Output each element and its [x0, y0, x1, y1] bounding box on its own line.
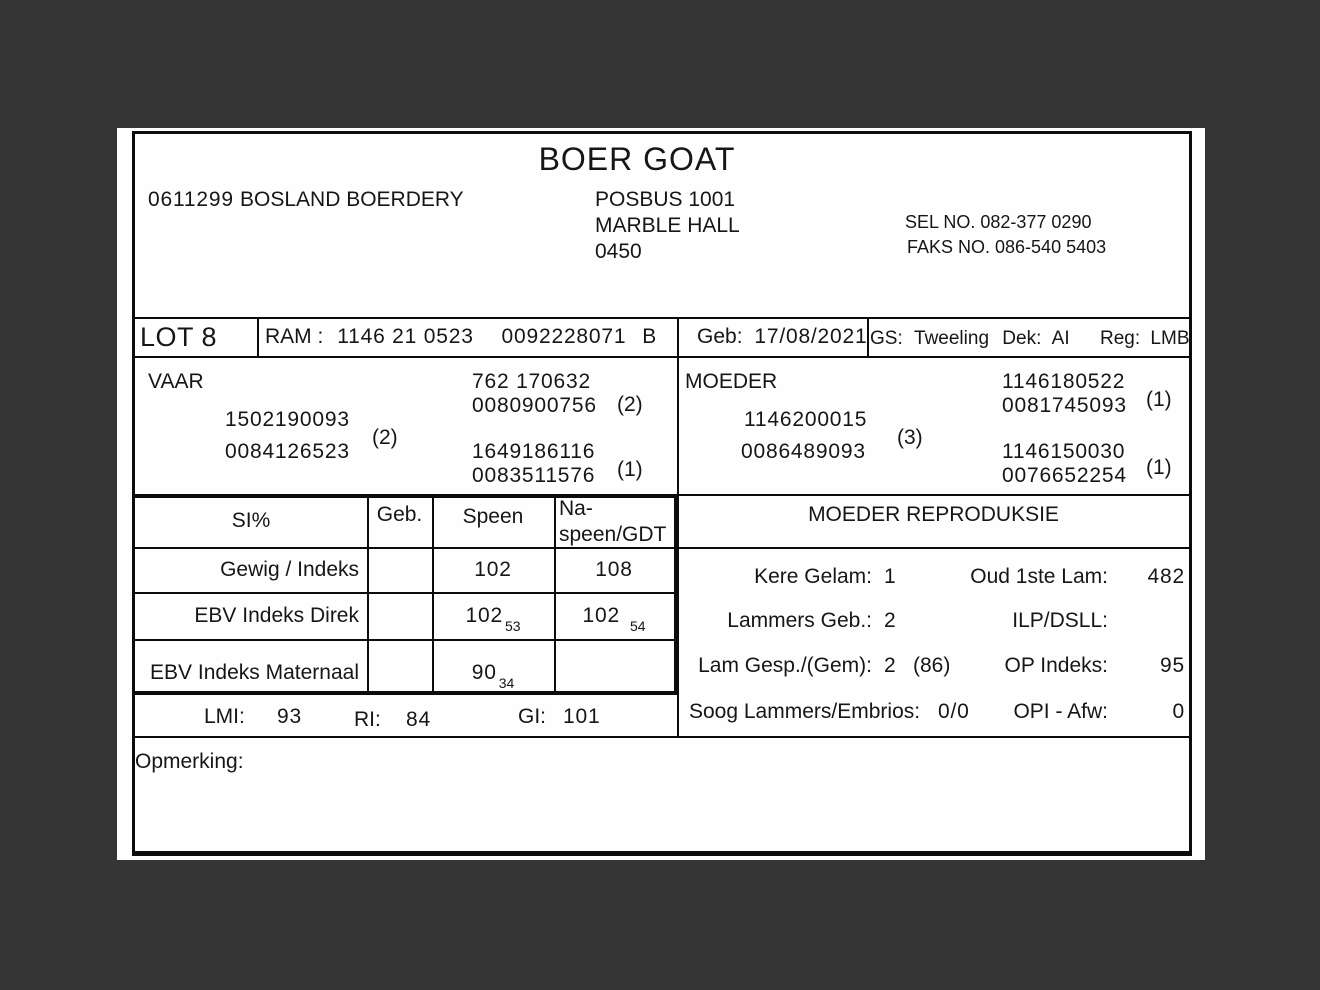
repro-box-top-line — [678, 494, 1189, 496]
sire-dam-number-1: 1649186116 — [472, 440, 596, 463]
registration-status-field — [1100, 327, 1190, 351]
lam-gesp-value: 2 — [884, 654, 897, 677]
speen-index: 102 — [465, 604, 503, 627]
dam-number-2: 0086489093 — [741, 440, 866, 463]
dam-sire-generation: (1) — [1146, 388, 1172, 411]
reproduksie-row — [678, 565, 1189, 593]
si-row1-underline — [135, 592, 674, 594]
speen-index: 90 — [471, 661, 497, 684]
reproduksie-row — [678, 654, 1189, 682]
si-row2-underline — [135, 639, 674, 641]
address-line-1: POSBUS 1001 — [595, 188, 736, 211]
member-number: 0611299 — [148, 188, 234, 211]
frame-border-top — [132, 131, 1192, 134]
repro-title-underline — [678, 547, 1189, 549]
geb-label: Geb: — [697, 325, 743, 348]
frame-border-bottom — [132, 851, 1192, 856]
naspeen-header-line-1: Na- — [559, 497, 593, 520]
si-col3-divider — [554, 494, 556, 691]
kere-gelam-label: Kere Gelam: — [754, 565, 872, 588]
frame-border-right — [1189, 131, 1192, 856]
reproduksie-row — [678, 609, 1189, 637]
sire-sire-generation: (2) — [617, 393, 643, 416]
ri-value: 84 — [406, 708, 431, 731]
ram-label: RAM : — [265, 325, 324, 348]
fax-number: FAKS NO. 086-540 5403 — [907, 237, 1107, 257]
dek-value: AI — [1051, 328, 1070, 349]
opi-afw-label: OPI - Afw: — [1013, 700, 1108, 723]
moeder-section-label: MOEDER — [685, 370, 778, 393]
ram-flag: B — [642, 325, 657, 348]
sire-number-2: 0084126523 — [225, 440, 350, 463]
dam-sire-number-2: 0081745093 — [1002, 394, 1127, 417]
farm-name: BOSLAND BOERDERY — [240, 188, 464, 211]
dam-dam-generation: (1) — [1146, 456, 1172, 479]
si-row-naspeen-value — [554, 604, 674, 634]
birth-date-field — [697, 325, 867, 349]
opmerking-label: Opmerking: — [135, 750, 244, 773]
sire-dam-generation: (1) — [617, 458, 643, 481]
lmi-value: 93 — [277, 705, 302, 728]
birth-status-field — [870, 327, 1070, 351]
dek-label: Dek: — [1002, 328, 1042, 349]
address-line-3: 0450 — [595, 240, 642, 263]
lammers-geb-label: Lammers Geb.: — [727, 609, 872, 632]
page-title: BOER GOAT — [538, 141, 736, 177]
reg-value: LMB — [1150, 328, 1190, 349]
si-row-speen-value — [432, 604, 554, 634]
si-row-label: Gewig / Indeks — [220, 558, 359, 581]
soog-lammers-value: 0/0 — [938, 700, 970, 723]
lam-gesp-label: Lam Gesp./(Gem): — [698, 654, 872, 677]
naspeen-index: 102 — [582, 604, 620, 627]
speen-accuracy: 53 — [504, 618, 521, 634]
dam-generation: (3) — [897, 426, 923, 449]
lammers-geb-value: 2 — [884, 609, 897, 632]
oud-1ste-lam-value: 482 — [1147, 565, 1185, 588]
reg-label: Reg: — [1100, 328, 1141, 349]
lot-row-top-line — [132, 317, 1192, 319]
lot-row-bottom-line — [132, 356, 1192, 358]
dam-number-1: 1146200015 — [744, 408, 868, 431]
geb-date: 17/08/2021 — [754, 325, 868, 348]
gi-value: 101 — [563, 705, 601, 728]
opi-afw-value: 0 — [1172, 700, 1185, 723]
soog-lammers-label: Soog Lammers/Embrios: — [689, 700, 921, 723]
gs-value: Tweeling — [914, 328, 990, 349]
sire-sire-number-2: 0080900756 — [472, 394, 597, 417]
pedigree-card — [117, 128, 1205, 860]
si-row-label: EBV Indeks Maternaal — [150, 661, 359, 684]
op-indeks-value: 95 — [1160, 654, 1185, 677]
si-column-header: SI% — [231, 509, 271, 532]
si-row-label: EBV Indeks Direk — [194, 604, 359, 627]
ilp-dsll-label: ILP/DSLL: — [1012, 609, 1108, 632]
lot-cell-divider — [257, 317, 259, 358]
lmi-label: LMI: — [204, 705, 245, 728]
dam-sire-number-1: 1146180522 — [1002, 370, 1126, 393]
si-row-speen-value: 102 — [474, 558, 512, 581]
postal-address — [595, 188, 740, 266]
sire-dam-number-2: 0083511576 — [472, 464, 596, 487]
reproduksie-title: MOEDER REPRODUKSIE — [808, 503, 1059, 526]
gs-label: GS: — [870, 328, 903, 349]
dam-dam-number-1: 1146150030 — [1002, 440, 1126, 463]
naspeen-accuracy: 54 — [629, 618, 646, 634]
naspeen-column-header — [559, 496, 666, 548]
oud-1ste-lam-label: Oud 1ste Lam: — [970, 565, 1108, 588]
sire-sire-number-1: 762 170632 — [472, 370, 591, 393]
indices-bottom-line — [132, 736, 1192, 738]
lot-number: LOT 8 — [140, 322, 218, 352]
sire-number-1: 1502190093 — [225, 408, 350, 431]
naspeen-header-line-2: speen/GDT — [559, 523, 667, 546]
op-indeks-label: OP Indeks: — [1004, 654, 1108, 677]
speen-accuracy: 34 — [498, 675, 515, 691]
sire-generation: (2) — [372, 426, 398, 449]
ram-tattoo: 1146 21 0523 — [337, 325, 474, 348]
ram-registration-number: 0092228071 — [501, 325, 627, 348]
geb-column-header: Geb. — [376, 503, 423, 526]
gi-label: GI: — [518, 705, 547, 728]
kere-gelam-value: 1 — [884, 565, 897, 588]
phone-number: SEL NO. 082-377 0290 — [905, 212, 1092, 232]
reproduksie-row — [678, 700, 1189, 728]
si-table-border-bottom — [132, 691, 678, 695]
ri-label: RI: — [354, 708, 381, 731]
address-line-2: MARBLE HALL — [595, 214, 740, 237]
lam-gesp-gem-value: (86) — [913, 654, 951, 677]
dam-dam-number-2: 0076652254 — [1002, 464, 1127, 487]
si-row-speen-value — [432, 661, 554, 691]
vaar-section-label: VAAR — [148, 370, 204, 393]
ram-identification — [265, 325, 656, 349]
speen-column-header: Speen — [462, 505, 524, 528]
si-row-naspeen-value: 108 — [595, 558, 633, 581]
